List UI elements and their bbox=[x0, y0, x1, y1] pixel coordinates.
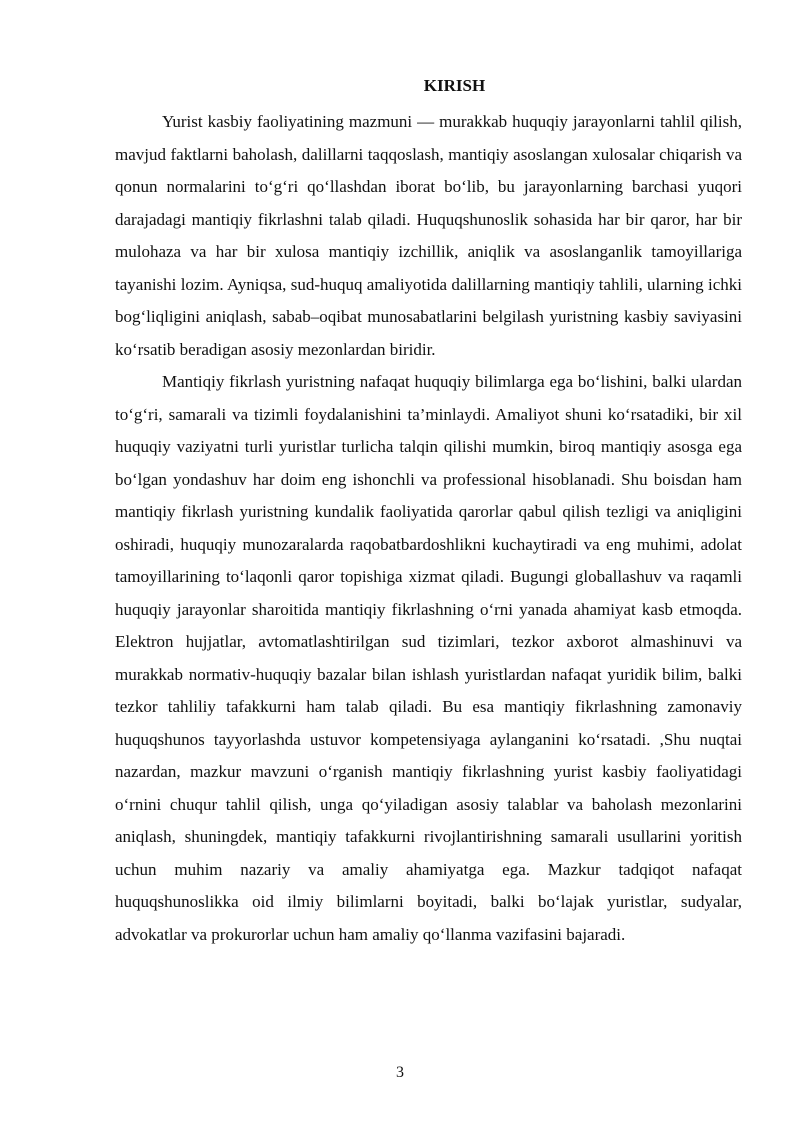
page-content bbox=[115, 73, 742, 951]
page-number: 3 bbox=[396, 1064, 404, 1081]
paragraph-1: Yurist kasbiy faoliyatining mazmuni — murakkab huquqiy jarayonlarni tahlil qilish, mavjud faktlarni baholash, dalillarni taqqoslash, mantiqiy asoslangan xulosalar chiqarish va qonun normalarini to‘g‘ri qo‘llashdan iborat bo‘lib, bu jarayonlarning barchasi yuqori darajadagi mantiqiy fikrlashni talab qiladi. Huquqshunoslik sohasida har bir qaror, har bir mulohaza va har bir xulosa mantiqiy izchillik, aniqlik va asoslanganlik tamoyillariga tayanishi lozim. Ayniqsa, sud-huquq amaliyotida dalillarning mantiqiy tahlili, ularning ichki bog‘liqligini aniqlash, sabab–oqibat munosabatlarini belgilash yuristning kasbiy saviyasini ko‘rsatib beradigan asosiy mezonlardan biridir. bbox=[115, 112, 742, 359]
section-title: KIRISH bbox=[423, 76, 486, 95]
paragraph-2: Mantiqiy fikrlash yuristning nafaqat huquqiy bilimlarga ega bo‘lishini, balki ulardan to‘g‘ri, samarali va tizimli foydalanishini ta’minlaydi. Amaliyot shuni ko‘rsatadiki, bir xil huquqiy vaziyatni turli yuristlar turlicha talqin qilishi mumkin, biroq mantiqiy asosga ega bo‘lgan yondashuv har doim eng ishonchli va professional hisoblanadi. Shu boisdan ham mantiqiy fikrlash yuristning kundalik faoliyatida qarorlar qabul qilish tezligi va aniqligini oshiradi, huquqiy munozaralarda raqobatbardoshlikni kuchaytiradi va eng muhimi, adolat tamoyillarining to‘laqonli qaror topishiga xizmat qiladi. Bugungi globallashuv va raqamli huquqiy jarayonlar sharoitida mantiqiy fikrlashning o‘rni yanada ahamiyat kasb etmoqda. Elektron hujjatlar, avtomatlashtirilgan sud tizimlari, tezkor axborot almashinuvi va murakkab normativ-huquqiy bazalar bilan ishlash yuristlardan nafaqat yuridik bilim, balki tezkor tahliliy tafakkurni ham talab qiladi. Bu esa mantiqiy fikrlashning zamonaviy huquqshunos tayyorlashda ustuvor kompetensiyaga aylanganini ko‘rsatadi. ,Shu nuqtai nazardan, mazkur mavzuni o‘rganish mantiqiy fikrlashning yurist kasbiy faoliyatidagi o‘rnini chuqur tahlil qilish, unga qo‘yiladigan asosiy talablar va baholash mezonlarini aniqlash, shuningdek, mantiqiy tafakkurni rivojlantirishning samarali usullarini yoritish uchun muhim nazariy va amaliy ahamiyatga ega. Mazkur tadqiqot nafaqat huquqshunoslikka oid ilmiy bilimlarni boyitadi, balki bo‘lajak yuristlar, sudyalar, advokatlar va prokurorlar uchun ham amaliy qo‘llanma vazifasini bajaradi. bbox=[115, 372, 742, 944]
